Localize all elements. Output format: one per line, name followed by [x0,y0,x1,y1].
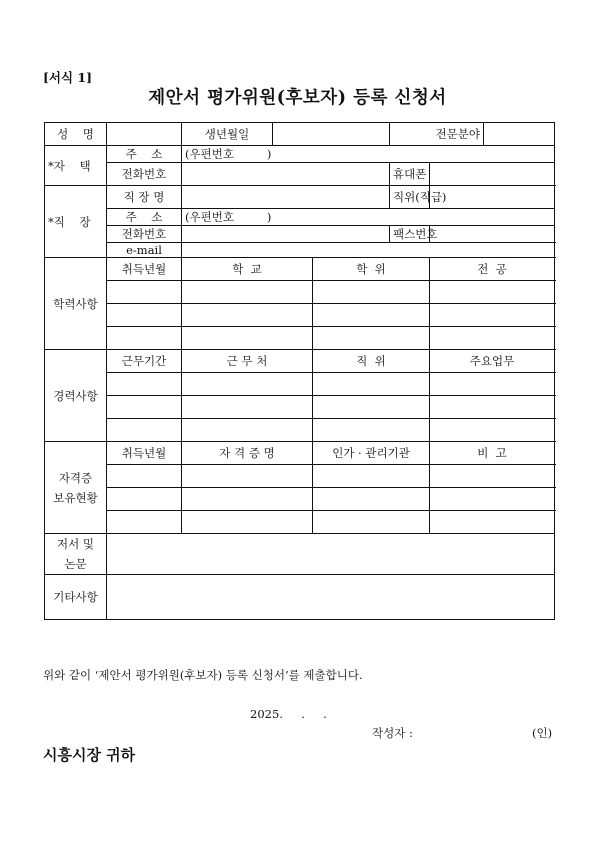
submission-statement: 위와 같이 ‘제안서 평가위원(후보자) 등록 신청서’를 제출합니다. [43,668,363,682]
career-cell[interactable] [313,373,430,396]
publications-field[interactable] [107,534,555,575]
home-mobile-field[interactable] [430,163,555,186]
work-section-label: *직 장 [45,186,107,258]
etc-label: 기타사항 [45,575,107,620]
work-email-field[interactable] [182,243,555,258]
license-cell[interactable] [182,511,313,534]
home-section-label: *자 택 [45,146,107,186]
career-cell[interactable] [313,419,430,442]
education-cell[interactable] [313,304,430,327]
license-header-name: 자 격 증 명 [182,442,313,465]
license-section-label: 자격증 보유현황 [45,442,107,534]
license-cell[interactable] [107,511,182,534]
work-position-label: 직위(직급) [390,186,430,209]
career-header-period: 근무기간 [107,350,182,373]
work-phone-label: 전화번호 [107,226,182,243]
license-cell[interactable] [313,488,430,511]
education-cell[interactable] [107,281,182,304]
career-cell[interactable] [182,419,313,442]
education-cell[interactable] [430,327,555,350]
etc-field[interactable] [107,575,555,620]
home-address-label: 주 소 [107,146,182,163]
field-label: 전문분야 [390,123,484,146]
document-title: 제안서 평가위원(후보자) 등록 신청서 [148,88,447,108]
education-header-degree: 학 위 [313,258,430,281]
education-cell[interactable] [313,327,430,350]
name-field[interactable] [107,123,182,146]
education-cell[interactable] [430,304,555,327]
career-header-duties: 주요업무 [430,350,555,373]
education-cell[interactable] [430,281,555,304]
license-cell[interactable] [107,488,182,511]
career-cell[interactable] [313,396,430,419]
home-phone-field[interactable] [182,163,390,186]
career-header-position: 직 위 [313,350,430,373]
license-cell[interactable] [430,488,555,511]
career-cell[interactable] [107,373,182,396]
career-header-workplace: 근 무 처 [182,350,313,373]
education-header-school: 학 교 [182,258,313,281]
career-section-label: 경력사항 [45,350,107,442]
home-mobile-label: 휴대폰 [390,163,430,186]
license-cell[interactable] [107,465,182,488]
birth-label: 생년월일 [182,123,273,146]
career-cell[interactable] [430,419,555,442]
work-email-label: e-mail [107,243,182,258]
work-phone-field[interactable] [182,226,390,243]
license-header-date: 취득년월 [107,442,182,465]
license-cell[interactable] [182,488,313,511]
license-cell[interactable] [313,511,430,534]
submission-date: 2025. . . [250,707,327,721]
name-label: 성 명 [45,123,107,146]
work-fax-field[interactable] [430,226,555,243]
field-input[interactable] [484,123,555,146]
seal-label: (인) [532,726,553,740]
license-header-agency: 인가 · 관리기관 [313,442,430,465]
career-cell[interactable] [430,396,555,419]
addressee: 시흥시장 귀하 [43,746,136,764]
birth-field[interactable] [273,123,390,146]
home-phone-label: 전화번호 [107,163,182,186]
education-header-date: 취득년월 [107,258,182,281]
education-cell[interactable] [313,281,430,304]
career-cell[interactable] [107,396,182,419]
work-address-field[interactable]: (우편번호 ) [182,209,555,226]
registration-form-table [44,122,555,620]
work-fax-label: 팩스번호 [390,226,430,243]
work-address-label: 주 소 [107,209,182,226]
career-cell[interactable] [182,396,313,419]
career-cell[interactable] [430,373,555,396]
education-section-label: 학력사항 [45,258,107,350]
license-cell[interactable] [313,465,430,488]
work-company-field[interactable] [182,186,390,209]
publications-label: 저서 및 논문 [45,534,107,575]
license-cell[interactable] [182,465,313,488]
license-header-note: 비 고 [430,442,555,465]
form-number: [서식 1] [43,70,93,85]
education-cell[interactable] [182,327,313,350]
career-cell[interactable] [182,373,313,396]
education-cell[interactable] [107,327,182,350]
work-company-label: 직 장 명 [107,186,182,209]
education-cell[interactable] [182,304,313,327]
career-cell[interactable] [107,419,182,442]
license-cell[interactable] [430,511,555,534]
license-cell[interactable] [430,465,555,488]
writer-label: 작성자 : [372,726,413,740]
home-address-field[interactable]: (우편번호 ) [182,146,555,163]
education-header-major: 전 공 [430,258,555,281]
education-cell[interactable] [107,304,182,327]
work-position-field[interactable] [430,186,555,209]
education-cell[interactable] [182,281,313,304]
